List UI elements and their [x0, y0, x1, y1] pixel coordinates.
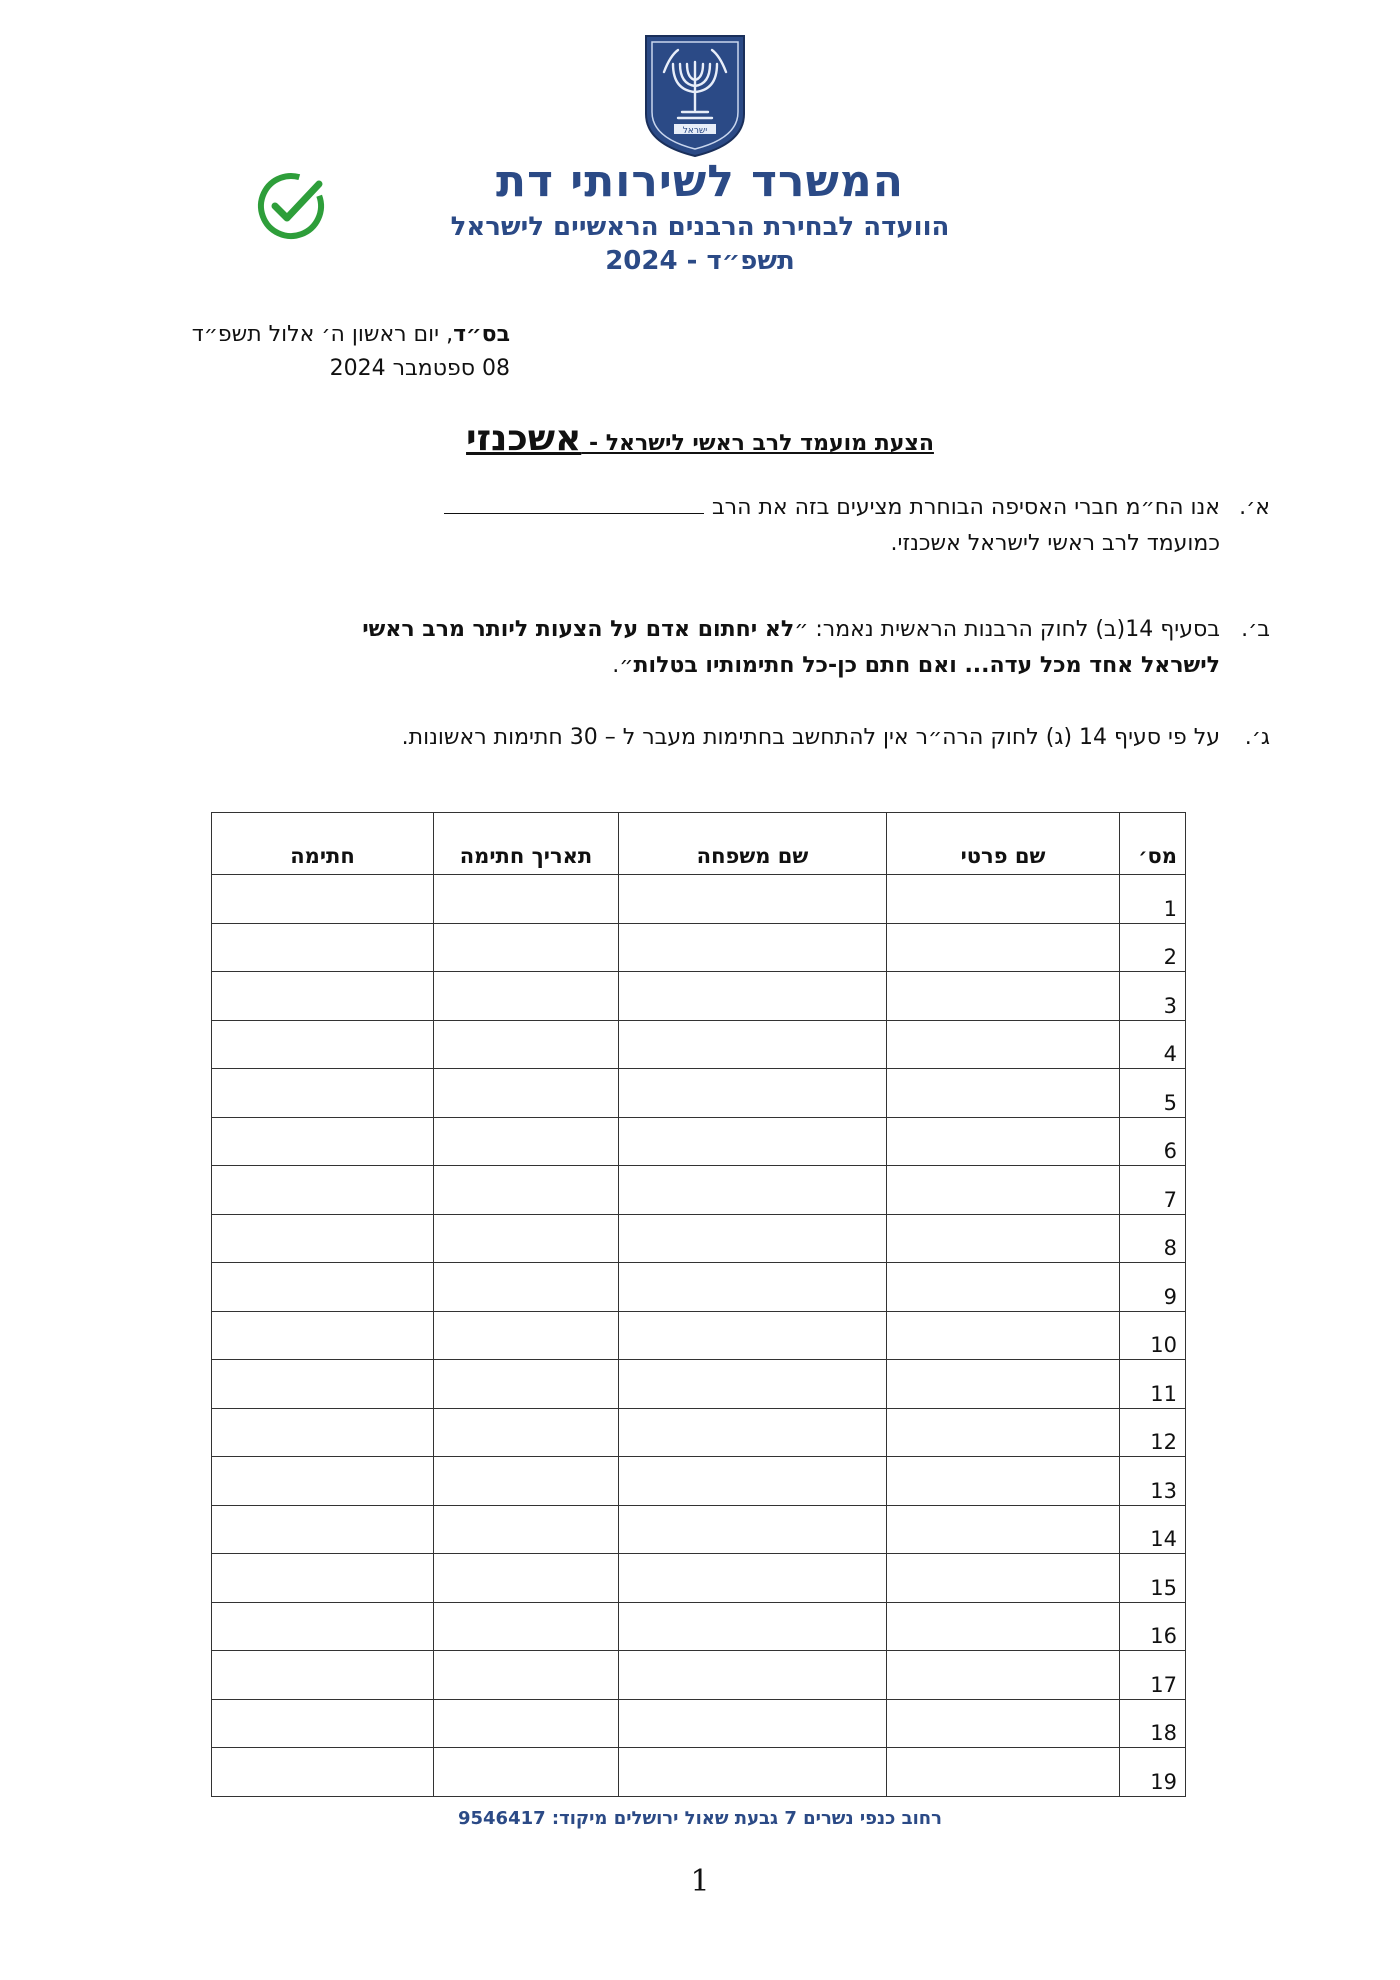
first-name-cell[interactable] — [887, 1020, 1120, 1069]
last-name-cell[interactable] — [619, 1360, 887, 1409]
row-number: 11 — [1120, 1360, 1186, 1409]
signature-date-cell[interactable] — [434, 875, 619, 924]
header-number: מס׳ — [1120, 813, 1186, 875]
table-row — [212, 1263, 1186, 1312]
first-name-cell[interactable] — [887, 1069, 1120, 1118]
signature-date-cell[interactable] — [434, 1651, 619, 1700]
table-row — [212, 1748, 1186, 1797]
hebrew-date-line — [150, 318, 510, 352]
table-row — [212, 1214, 1186, 1263]
last-name-cell[interactable] — [619, 1166, 887, 1215]
signature-cell[interactable] — [212, 1699, 434, 1748]
clause-a-line1 — [300, 490, 1220, 526]
first-name-cell[interactable] — [887, 1360, 1120, 1409]
first-name-cell[interactable] — [887, 1457, 1120, 1506]
table-row — [212, 972, 1186, 1021]
signature-date-cell[interactable] — [434, 1263, 619, 1312]
signature-cell[interactable] — [212, 1020, 434, 1069]
first-name-cell[interactable] — [887, 1748, 1120, 1797]
row-number: 2 — [1120, 923, 1186, 972]
table-row — [212, 1505, 1186, 1554]
row-number: 7 — [1120, 1166, 1186, 1215]
first-name-cell[interactable] — [887, 1166, 1120, 1215]
clause-a-label: א׳. — [1239, 495, 1270, 520]
clause-b-text — [300, 612, 1220, 684]
signature-date-cell[interactable] — [434, 1408, 619, 1457]
header-signature-date: תאריך חתימה — [434, 813, 619, 875]
table-row — [212, 1117, 1186, 1166]
row-number: 16 — [1120, 1602, 1186, 1651]
last-name-cell[interactable] — [619, 1069, 887, 1118]
date-prefix: בס״ד — [453, 322, 510, 347]
signature-date-cell[interactable] — [434, 1117, 619, 1166]
table-row — [212, 1602, 1186, 1651]
last-name-cell[interactable] — [619, 1699, 887, 1748]
signature-date-cell[interactable] — [434, 1748, 619, 1797]
signature-date-cell[interactable] — [434, 1699, 619, 1748]
row-number: 12 — [1120, 1408, 1186, 1457]
last-name-cell[interactable] — [619, 1602, 887, 1651]
first-name-cell[interactable] — [887, 1408, 1120, 1457]
table-row — [212, 1311, 1186, 1360]
last-name-cell[interactable] — [619, 1748, 887, 1797]
last-name-cell[interactable] — [619, 1505, 887, 1554]
table-row — [212, 1166, 1186, 1215]
signature-cell[interactable] — [212, 1554, 434, 1603]
signature-cell[interactable] — [212, 1166, 434, 1215]
signature-cell[interactable] — [212, 1311, 434, 1360]
first-name-cell[interactable] — [887, 1699, 1120, 1748]
first-name-cell[interactable] — [887, 1554, 1120, 1603]
last-name-cell[interactable] — [619, 1651, 887, 1700]
last-name-cell[interactable] — [619, 1263, 887, 1312]
signature-cell[interactable] — [212, 972, 434, 1021]
last-name-cell[interactable] — [619, 1457, 887, 1506]
first-name-cell[interactable] — [887, 1117, 1120, 1166]
first-name-cell[interactable] — [887, 972, 1120, 1021]
first-name-cell[interactable] — [887, 1602, 1120, 1651]
signature-date-cell[interactable] — [434, 1166, 619, 1215]
signature-cell[interactable] — [212, 1069, 434, 1118]
first-name-cell[interactable] — [887, 1214, 1120, 1263]
row-number: 19 — [1120, 1748, 1186, 1797]
signature-date-cell[interactable] — [434, 1505, 619, 1554]
title-main: הצעת מועמד לרב ראשי לישראל - — [581, 431, 934, 456]
last-name-cell[interactable] — [619, 1214, 887, 1263]
last-name-cell[interactable] — [619, 1554, 887, 1603]
emblem-label: ישראל — [682, 126, 708, 136]
clause-c — [400, 720, 1270, 756]
table-row — [212, 1651, 1186, 1700]
signature-date-cell[interactable] — [434, 1020, 619, 1069]
table-row — [212, 1554, 1186, 1603]
signature-date-cell[interactable] — [434, 1554, 619, 1603]
table-row — [212, 875, 1186, 924]
signature-cell[interactable] — [212, 875, 434, 924]
first-name-cell[interactable] — [887, 1505, 1120, 1554]
clause-a-text: אנו הח״מ חברי האסיפה הבוחרת מציעים בזה את הרב — [711, 495, 1220, 520]
signature-table — [211, 812, 1186, 1797]
row-number: 18 — [1120, 1699, 1186, 1748]
hebrew-date: , יום ראשון ה׳ אלול תשפ״ד — [191, 322, 454, 347]
signature-date-cell[interactable] — [434, 923, 619, 972]
signature-date-cell[interactable] — [434, 1214, 619, 1263]
header-year: תשפ״ד - 2024 — [605, 246, 795, 276]
committee-subtitle: הוועדה לבחירת הרבנים הראשיים לישראל — [450, 212, 950, 242]
row-number: 9 — [1120, 1263, 1186, 1312]
row-number: 6 — [1120, 1117, 1186, 1166]
row-number: 15 — [1120, 1554, 1186, 1603]
signature-cell[interactable] — [212, 1360, 434, 1409]
signature-cell[interactable] — [212, 1602, 434, 1651]
signature-cell[interactable] — [212, 1263, 434, 1312]
clause-c-text: על פי סעיף 14 (ג) לחוק הרה״ר אין להתחשב בחתימות מעבר ל – 30 חתימות ראשונות. — [401, 725, 1220, 750]
header-signature: חתימה — [212, 813, 434, 875]
row-number: 13 — [1120, 1457, 1186, 1506]
last-name-cell[interactable] — [619, 1020, 887, 1069]
clause-b-quote: לא יחתום אדם על הצעות ליותר מרב ראשי לישראל אחד מכל עדה... ואם חתם כן-כל חתימותיו בטלות — [362, 617, 1220, 678]
clause-a-line2: כמועמד לרב ראשי לישראל אשכנזי. — [890, 531, 1220, 556]
clause-b — [300, 612, 1270, 684]
title-emphasis: אשכנזי — [466, 418, 582, 459]
ministry-title: המשרד לשירותי דת — [496, 156, 904, 207]
table-row — [212, 923, 1186, 972]
table-row — [212, 1069, 1186, 1118]
signature-cell[interactable] — [212, 1651, 434, 1700]
row-number: 1 — [1120, 875, 1186, 924]
row-number: 5 — [1120, 1069, 1186, 1118]
signature-date-cell[interactable] — [434, 1360, 619, 1409]
signature-date-cell[interactable] — [434, 972, 619, 1021]
signature-cell[interactable] — [212, 1408, 434, 1457]
last-name-cell[interactable] — [619, 875, 887, 924]
last-name-cell[interactable] — [619, 972, 887, 1021]
table-row — [212, 1408, 1186, 1457]
page-number: 1 — [690, 1864, 710, 1899]
table-row — [212, 1360, 1186, 1409]
signature-date-cell[interactable] — [434, 1457, 619, 1506]
signature-cell[interactable] — [212, 1505, 434, 1554]
signature-date-cell[interactable] — [434, 1069, 619, 1118]
row-number: 8 — [1120, 1214, 1186, 1263]
signature-cell[interactable] — [212, 923, 434, 972]
row-number: 17 — [1120, 1651, 1186, 1700]
row-number: 10 — [1120, 1311, 1186, 1360]
last-name-cell[interactable] — [619, 1408, 887, 1457]
header-last-name: שם משפחה — [619, 813, 887, 875]
clause-b-label: ב׳. — [1241, 617, 1270, 642]
footer-address: רחוב כנפי נשרים 7 גבעת שאול ירושלים מיקוד: 9546417 — [457, 1808, 942, 1829]
last-name-cell[interactable] — [619, 1311, 887, 1360]
document-title — [300, 418, 1100, 459]
row-number: 4 — [1120, 1020, 1186, 1069]
clause-b-intro: בסעיף 14(ב) לחוק הרבנות הראשית נאמר: ״ — [794, 617, 1220, 642]
table-row — [212, 1457, 1186, 1506]
signature-cell[interactable] — [212, 1457, 434, 1506]
first-name-cell[interactable] — [887, 1651, 1120, 1700]
signature-date-cell[interactable] — [434, 1602, 619, 1651]
signature-cell[interactable] — [212, 1117, 434, 1166]
clause-b-end: ״. — [612, 653, 634, 678]
candidate-name-blank[interactable] — [444, 493, 704, 514]
row-number: 14 — [1120, 1505, 1186, 1554]
state-emblem-logo — [640, 32, 750, 160]
date-block — [150, 318, 510, 386]
signature-date-cell[interactable] — [434, 1311, 619, 1360]
clause-c-label: ג׳. — [1244, 725, 1270, 750]
gregorian-date: 08 ספטמבר 2024 — [329, 356, 510, 381]
table-header-row — [212, 813, 1186, 875]
first-name-cell[interactable] — [887, 1311, 1120, 1360]
table-row — [212, 1699, 1186, 1748]
header-first-name: שם פרטי — [887, 813, 1120, 875]
first-name-cell[interactable] — [887, 923, 1120, 972]
first-name-cell[interactable] — [887, 875, 1120, 924]
signature-cell[interactable] — [212, 1214, 434, 1263]
last-name-cell[interactable] — [619, 923, 887, 972]
signature-cell[interactable] — [212, 1748, 434, 1797]
table-row — [212, 1020, 1186, 1069]
first-name-cell[interactable] — [887, 1263, 1120, 1312]
clause-a — [300, 490, 1270, 562]
last-name-cell[interactable] — [619, 1117, 887, 1166]
row-number: 3 — [1120, 972, 1186, 1021]
